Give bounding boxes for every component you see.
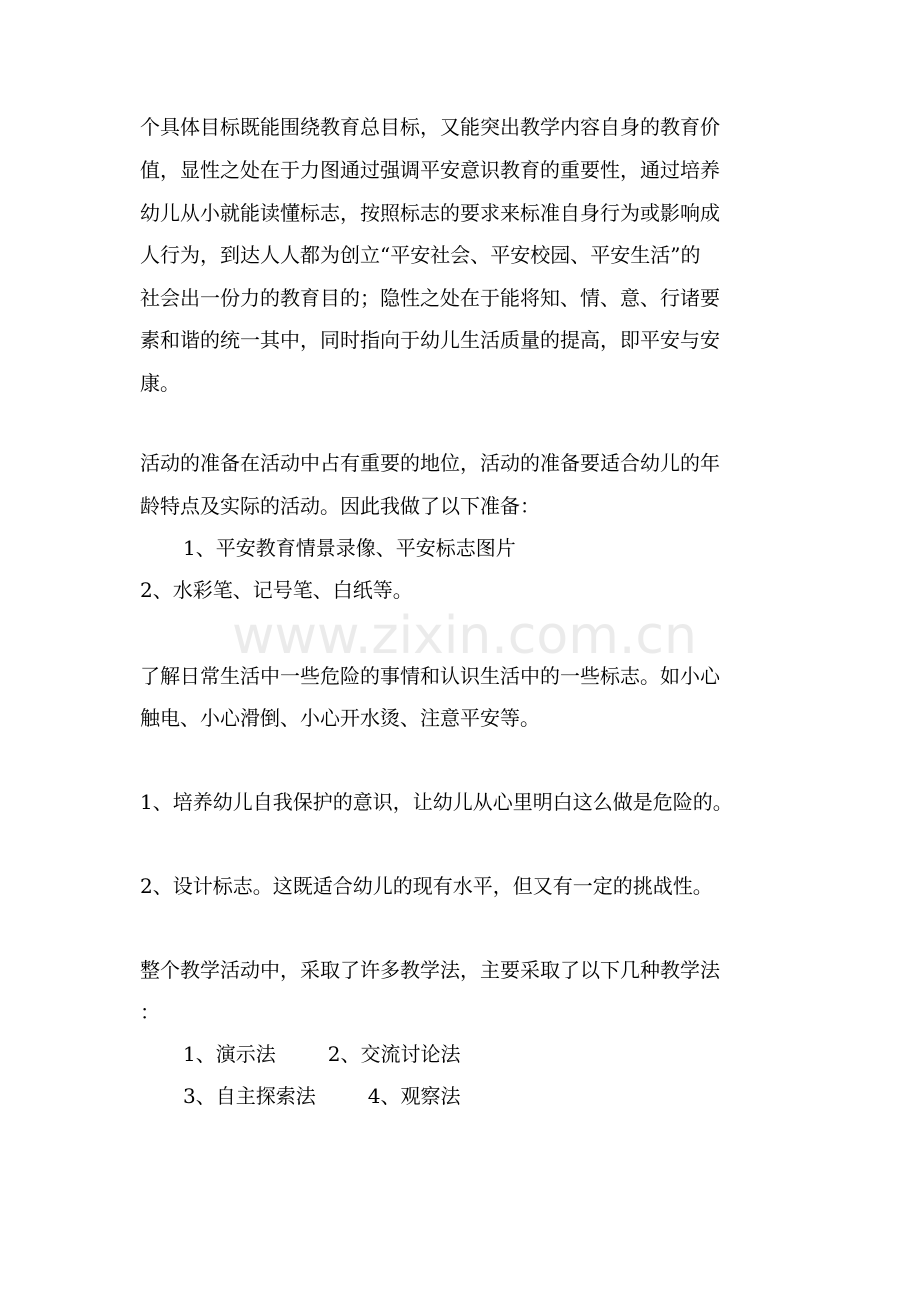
paragraph-line: 素和谐的统一其中，同时指向于幼儿生活质量的提高，即平安与安 bbox=[140, 328, 720, 352]
paragraph-line: 个具体目标既能围绕教育总目标，又能突出教学内容自身的教育价 bbox=[140, 115, 720, 139]
paragraph-line: ： bbox=[140, 1000, 160, 1024]
paragraph-line: 人行为，到达人人都为创立“平安社会、平安校园、平安生活”的 bbox=[140, 243, 701, 267]
paragraph-line: 龄特点及实际的活动。因此我做了以下准备： bbox=[140, 494, 540, 518]
paragraph-line: 康。 bbox=[140, 371, 180, 395]
paragraph-line: 整个教学活动中，采取了许多教学法，主要采取了以下几种教学法 bbox=[140, 958, 720, 982]
goal-item: 1、培养幼儿自我保护的意识，让幼儿从心里明白这么做是危险的。 bbox=[140, 790, 733, 814]
method-item: 1、演示法 bbox=[183, 1042, 276, 1066]
paragraph-line: 了解日常生活中一些危险的事情和认识生活中的一些标志。如小心 bbox=[140, 664, 720, 688]
method-item: 4、观察法 bbox=[367, 1084, 461, 1108]
paragraph-line: 活动的准备在活动中占有重要的地位，活动的准备要适合幼儿的年 bbox=[140, 451, 720, 475]
method-item: 2、交流讨论法 bbox=[327, 1042, 461, 1066]
goal-item: 2、设计标志。这既适合幼儿的现有水平，但又有一定的挑战性。 bbox=[140, 874, 713, 898]
paragraph-line: 值，显性之处在于力图通过强调平安意识教育的重要性，通过培养 bbox=[140, 158, 720, 182]
paragraph-line: 幼儿从小就能读懂标志，按照标志的要求来标准自身行为或影响成 bbox=[140, 201, 720, 225]
preparation-item: 1、平安教育情景录像、平安标志图片 bbox=[183, 536, 516, 560]
watermark: www.zixin.com.cn bbox=[232, 606, 697, 666]
methods-row bbox=[183, 1041, 460, 1067]
paragraph-line: 社会出一份力的教育目的；隐性之处在于能将知、情、意、行诸要 bbox=[140, 286, 720, 310]
method-item: 3、自主探索法 bbox=[183, 1084, 316, 1108]
methods-row bbox=[183, 1083, 460, 1109]
preparation-item: 2、水彩笔、记号笔、白纸等。 bbox=[140, 578, 413, 602]
paragraph-line: 触电、小心滑倒、小心开水烫、注意平安等。 bbox=[140, 706, 540, 730]
